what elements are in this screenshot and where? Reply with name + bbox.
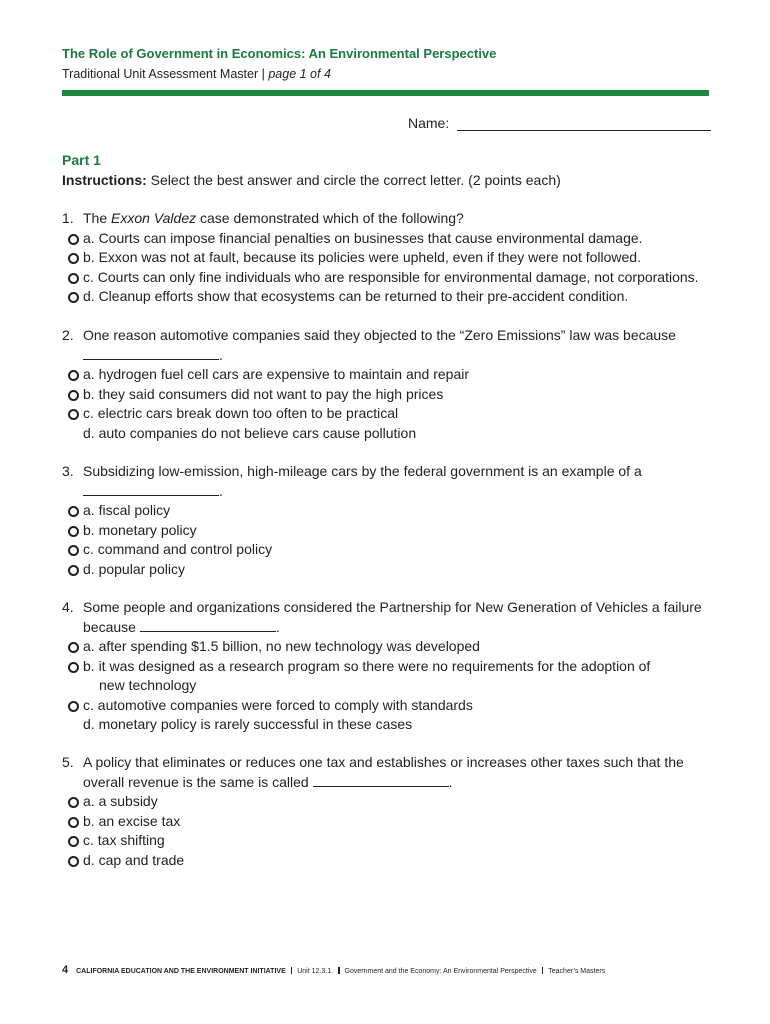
radio-circle-icon[interactable] <box>68 662 79 673</box>
option-label: c. automotive companies were forced to comply with standards <box>83 696 473 713</box>
option-c[interactable] <box>62 268 712 288</box>
footer-course: Government and the Economy: An Environmental Perspective <box>344 968 537 975</box>
radio-circle-icon[interactable] <box>68 506 79 517</box>
option-label: d. cap and trade <box>83 851 185 868</box>
instructions-label: Instructions: <box>62 172 147 188</box>
option-c[interactable] <box>62 696 712 716</box>
radio-circle-icon[interactable] <box>68 642 79 653</box>
option-b[interactable] <box>62 812 712 832</box>
option-d[interactable] <box>62 715 712 735</box>
question-number: 2. <box>62 327 74 343</box>
option-label: d. monetary policy is rarely successful in these cases <box>83 716 413 732</box>
option-label: b. monetary policy <box>83 521 197 538</box>
option-label: b. an excise tax <box>83 812 181 829</box>
option-label: d. auto companies do not believe cars cause pollution <box>83 424 417 441</box>
question-stem <box>62 326 712 346</box>
answer-blank[interactable] <box>313 773 449 787</box>
radio-circle-icon[interactable] <box>68 370 79 381</box>
answer-blank[interactable] <box>83 482 219 496</box>
option-label: a. after spending $1.5 billion, no new technology was developed <box>83 638 480 654</box>
option-a[interactable] <box>62 365 712 385</box>
radio-circle-icon[interactable] <box>68 565 79 576</box>
option-label: b. it was designed as a research program so there were no requirements for the adoption of <box>83 657 651 674</box>
option-c[interactable] <box>62 404 712 424</box>
option-label: d. popular policy <box>83 560 185 577</box>
footer-org: CALIFORNIA EDUCATION AND THE ENVIRONMENT INITIATIVE <box>76 968 286 975</box>
instructions <box>62 172 561 188</box>
option-label: a. fiscal policy <box>83 502 171 518</box>
option-d[interactable] <box>62 424 712 444</box>
footer-separator <box>338 967 340 974</box>
radio-circle-icon[interactable] <box>68 292 79 303</box>
radio-circle-icon[interactable] <box>68 701 79 712</box>
option-label: d. Cleanup efforts show that ecosystems can be returned to their pre-accident condition. <box>83 288 629 304</box>
option-label: a. a subsidy <box>83 793 158 809</box>
option-c[interactable] <box>62 831 712 851</box>
answer-blank[interactable] <box>83 346 219 360</box>
option-a[interactable] <box>62 229 712 249</box>
header-subtitle <box>62 67 331 81</box>
option-label: b. Exxon was not at fault, because its policies were upheld, even if they were not followed. <box>83 249 641 265</box>
part-title: Part 1 <box>62 152 101 168</box>
answer-blank[interactable] <box>140 618 276 632</box>
stem-text: case demonstrated which of the following? <box>196 210 464 226</box>
option-label: c. command and control policy <box>83 541 273 557</box>
header-divider <box>62 90 709 96</box>
radio-circle-icon[interactable] <box>68 409 79 420</box>
option-label: b. they said consumers did not want to pay the high prices <box>83 385 444 402</box>
question-2 <box>62 326 712 443</box>
footer-separator <box>291 967 293 974</box>
radio-circle-icon[interactable] <box>68 797 79 808</box>
option-a[interactable] <box>62 792 712 812</box>
case-name: Exxon Valdez <box>111 210 197 226</box>
option-d[interactable] <box>62 851 712 871</box>
footer-separator <box>542 967 544 974</box>
question-3 <box>62 462 712 579</box>
radio-circle-icon[interactable] <box>68 545 79 556</box>
footer-page-number: 4 <box>62 964 69 976</box>
option-a[interactable] <box>62 637 712 657</box>
page-indicator: page 1 of 4 <box>268 67 331 81</box>
question-5 <box>62 753 712 870</box>
radio-circle-icon[interactable] <box>68 856 79 867</box>
stem-text: The <box>83 210 112 226</box>
footer-unit: Unit 12.3.1. <box>297 968 334 975</box>
page-footer <box>62 964 605 976</box>
header-title: The Role of Government in Economics: An Environmental Perspective <box>62 46 497 61</box>
radio-circle-icon[interactable] <box>68 273 79 284</box>
instructions-text: Select the best answer and circle the correct letter. (2 points each) <box>146 172 561 188</box>
stem-text: Subsidizing low-emission, high-mileage cars by the federal government is an example of a <box>83 463 642 479</box>
stem-text: Some people and organizations considered the Partnership for New Generation of Vehicles a failure because <box>83 599 702 635</box>
option-label: c. Courts can only fine individuals who are responsible for environmental damage, not corporations. <box>83 268 699 285</box>
question-number: 1. <box>62 210 74 226</box>
stem-text: A policy that eliminates or reduces one tax and establishes or increases other taxes such that the overall revenue is the same is called <box>83 754 684 790</box>
option-d[interactable] <box>62 560 712 580</box>
question-number: 3. <box>62 463 74 479</box>
question-stem <box>62 462 712 482</box>
option-b[interactable] <box>62 248 712 268</box>
radio-circle-icon[interactable] <box>68 234 79 245</box>
option-b[interactable] <box>62 385 712 405</box>
option-label: c. tax shifting <box>83 832 165 848</box>
radio-circle-icon[interactable] <box>68 836 79 847</box>
radio-circle-icon[interactable] <box>68 253 79 264</box>
answer-blank-row: . <box>62 482 712 502</box>
option-label: c. electric cars break down too often to be practical <box>83 405 399 421</box>
answer-blank-row: . <box>62 346 712 366</box>
option-label: a. Courts can impose financial penalties on businesses that cause environmental damage. <box>83 229 643 246</box>
assessment-label: Traditional Unit Assessment Master | <box>62 67 265 81</box>
footer-masters: Teacher’s Masters <box>548 968 606 975</box>
stem-text: One reason automotive companies said they objected to the “Zero Emissions” law was because <box>83 327 676 343</box>
question-stem <box>62 209 712 229</box>
question-number: 5. <box>62 754 74 770</box>
radio-circle-icon[interactable] <box>68 390 79 401</box>
option-a[interactable] <box>62 501 712 521</box>
name-line[interactable] <box>457 115 711 131</box>
question-stem: 5. A policy that eliminates or reduces one tax and establishes or increases other taxes such that the overall revenue is the same is called . <box>62 754 684 790</box>
question-number: 4. <box>62 599 74 615</box>
option-c[interactable] <box>62 540 712 560</box>
question-1 <box>62 209 712 307</box>
question-stem: 4. Some people and organizations considered the Partnership for New Generation of Vehicles a failure because . <box>62 599 702 635</box>
option-d[interactable] <box>62 287 712 307</box>
option-b[interactable] <box>62 657 712 696</box>
name-field[interactable] <box>408 115 711 131</box>
radio-circle-icon[interactable] <box>68 526 79 537</box>
radio-circle-icon[interactable] <box>68 817 79 828</box>
option-b[interactable] <box>62 521 712 541</box>
option-continuation: new technology <box>99 677 197 693</box>
question-4 <box>62 598 712 735</box>
name-label: Name: <box>408 115 450 131</box>
option-label: a. hydrogen fuel cell cars are expensive to maintain and repair <box>83 366 469 382</box>
